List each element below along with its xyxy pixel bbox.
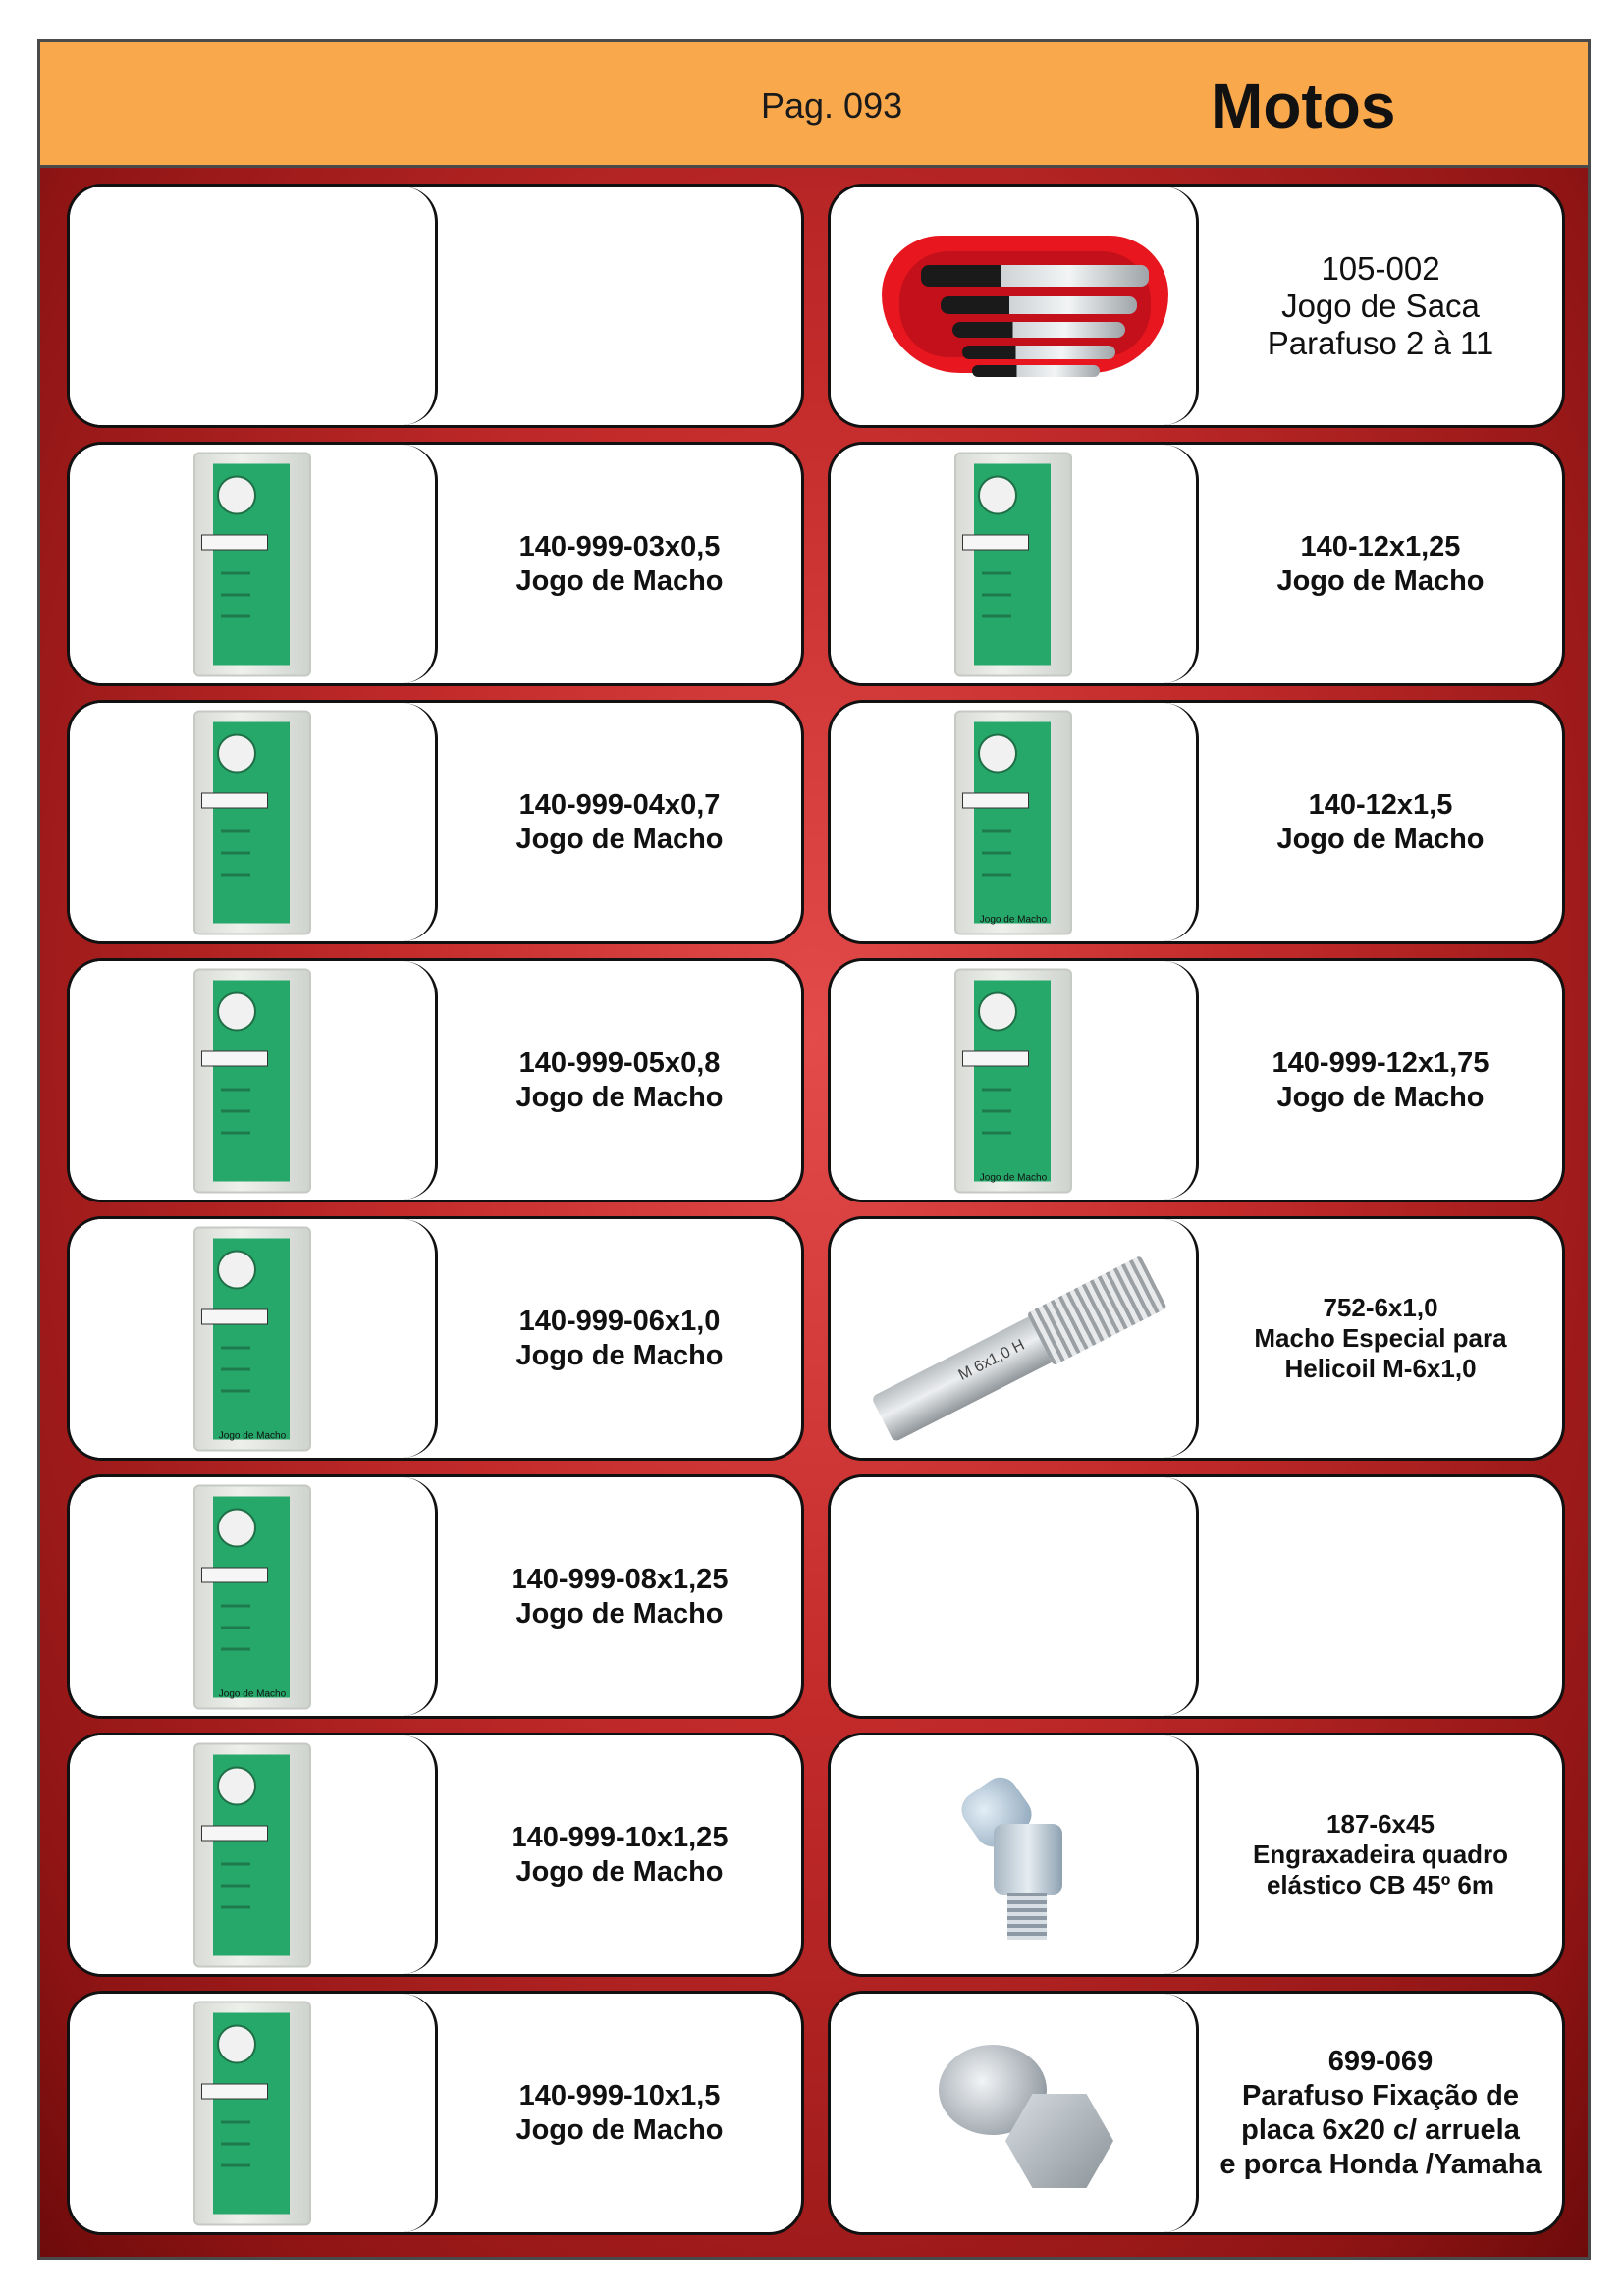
- tap-set-box-icon: [954, 968, 1072, 1193]
- tap-set-box-icon: [193, 1226, 311, 1451]
- product-desc: Jogo de Macho: [515, 1597, 724, 1629]
- product-image: [70, 961, 438, 1200]
- product-image: [831, 1219, 1199, 1458]
- product-image: [831, 1994, 1199, 2232]
- catalog-frame: [37, 39, 1591, 2260]
- product-code: 140-999-05x0,8: [518, 1046, 721, 1079]
- product-card-140-999-08x1-25[interactable]: [67, 1474, 804, 1719]
- product-desc: Jogo de Macho: [515, 1081, 724, 1113]
- product-code: 140-999-12x1,75: [1272, 1046, 1489, 1079]
- tap-marking: M 6x1,0 H: [955, 1336, 1028, 1384]
- product-card-empty: [67, 184, 804, 428]
- product-card-140-999-04x0-7[interactable]: [67, 700, 804, 944]
- tap-set-box-icon: [954, 710, 1072, 934]
- product-code: 752-6x1,0: [1323, 1293, 1438, 1322]
- tap-set-box-icon: [193, 710, 311, 934]
- product-image: [831, 187, 1199, 425]
- product-code: 105-002: [1321, 249, 1440, 287]
- product-desc: Jogo de Saca: [1281, 287, 1480, 324]
- tap-set-box-icon: [954, 452, 1072, 676]
- product-image: [70, 1994, 438, 2232]
- product-card-140-999-06x1-0[interactable]: [67, 1216, 804, 1461]
- box-label: Jogo de Macho: [979, 1172, 1048, 1183]
- product-image: [831, 445, 1199, 683]
- product-image-empty: [831, 1477, 1199, 1716]
- screw-extractor-kit-icon: [882, 206, 1168, 393]
- tap-set-box-icon: [193, 452, 311, 676]
- product-image: [831, 961, 1199, 1200]
- tap-set-box-icon: [193, 968, 311, 1193]
- tap-set-box-icon: [193, 2001, 311, 2225]
- product-image: [70, 445, 438, 683]
- product-card-140-999-12x1-75[interactable]: [828, 958, 1565, 1202]
- helicoil-tap-icon: [871, 1258, 1165, 1442]
- page-header: [40, 42, 1588, 168]
- product-code: 140-999-04x0,7: [518, 788, 721, 821]
- product-desc-2: Parafuso 2 à 11: [1267, 324, 1494, 361]
- product-card-699-069[interactable]: [828, 1991, 1565, 2235]
- product-image-empty: [70, 187, 438, 425]
- page-number: Pag. 093: [761, 85, 903, 126]
- product-card-empty: [828, 1474, 1565, 1719]
- tap-set-box-icon: [193, 1484, 311, 1709]
- product-desc: Jogo de Macho: [515, 564, 724, 597]
- product-code: 140-999-10x1,5: [518, 2079, 721, 2111]
- product-desc: Jogo de Macho: [1276, 823, 1485, 855]
- product-desc: Macho Especial para: [1254, 1323, 1507, 1353]
- product-card-187-6x45[interactable]: [828, 1733, 1565, 1977]
- product-desc-3: e porca Honda /Yamaha: [1219, 2148, 1542, 2180]
- product-desc: Jogo de Macho: [1276, 564, 1485, 597]
- product-card-105-002[interactable]: [828, 184, 1565, 428]
- product-desc: Jogo de Macho: [515, 823, 724, 855]
- product-image: [70, 1735, 438, 1974]
- box-label: Jogo de Macho: [218, 1688, 287, 1699]
- product-desc: Parafuso Fixação de: [1241, 2079, 1520, 2111]
- product-code: 140-999-06x1,0: [518, 1305, 721, 1337]
- product-image: [70, 1477, 438, 1716]
- product-code: 140-999-10x1,25: [511, 1821, 729, 1853]
- product-desc: Engraxadeira quadro: [1252, 1840, 1509, 1869]
- tap-set-box-icon: [193, 1742, 311, 1967]
- product-image: [831, 1735, 1199, 1974]
- product-desc-2: Helicoil M-6x1,0: [1284, 1354, 1477, 1383]
- box-label: Jogo de Macho: [979, 914, 1048, 925]
- product-card-140-999-03x0-5[interactable]: [67, 442, 804, 686]
- product-card-140-12x1-5[interactable]: [828, 700, 1565, 944]
- product-code: 187-6x45: [1326, 1809, 1435, 1839]
- product-desc: Jogo de Macho: [515, 2113, 724, 2146]
- product-code: 140-12x1,5: [1308, 788, 1453, 821]
- product-desc-2: placa 6x20 c/ arruela: [1241, 2113, 1520, 2146]
- product-card-140-999-05x0-8[interactable]: [67, 958, 804, 1202]
- product-card-140-12x1-25[interactable]: [828, 442, 1565, 686]
- product-code: 699-069: [1327, 2045, 1434, 2077]
- product-desc: Jogo de Macho: [1276, 1081, 1485, 1113]
- product-code: 140-999-03x0,5: [518, 530, 721, 562]
- product-image: [70, 703, 438, 941]
- product-image: [70, 1219, 438, 1458]
- product-card-140-999-10x1-25[interactable]: [67, 1733, 804, 1977]
- product-image: [831, 703, 1199, 941]
- product-desc: Jogo de Macho: [515, 1855, 724, 1888]
- product-card-752-6x1-0[interactable]: [828, 1216, 1565, 1461]
- product-code: 140-999-08x1,25: [511, 1563, 729, 1595]
- product-code: 140-12x1,25: [1300, 530, 1461, 562]
- product-desc: Jogo de Macho: [515, 1339, 724, 1371]
- box-label: Jogo de Macho: [218, 1430, 287, 1441]
- product-desc-2: elástico CB 45º 6m: [1266, 1870, 1495, 1899]
- product-card-140-999-10x1-5[interactable]: [67, 1991, 804, 2235]
- section-title: Motos: [1211, 71, 1396, 141]
